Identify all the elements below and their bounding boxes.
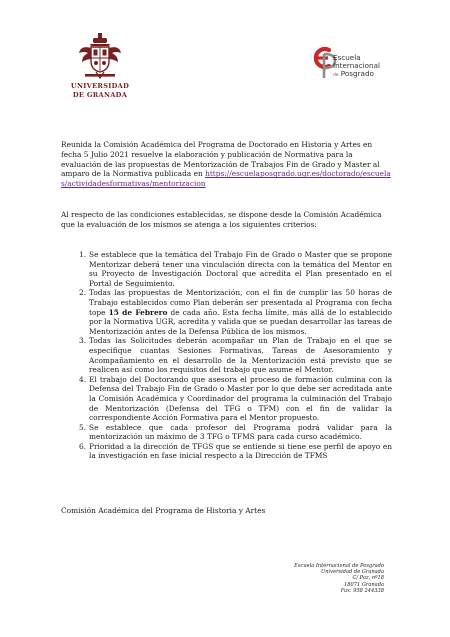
ep-line2: Internacional	[333, 61, 381, 71]
criteria-text: Se establece que cada profesor del Programa podrá validar para la mentorización un máximo de 3 TFG o TFMS para cada curso académico.	[89, 422, 392, 442]
criteria-item	[62, 423, 392, 442]
address-line: Escuela Internacional de Posgrado	[294, 563, 384, 569]
criteria-item	[62, 336, 392, 374]
address-line: 18071 Granada	[344, 581, 384, 588]
ep-prefix: de	[333, 73, 339, 79]
criteria-item	[62, 375, 392, 423]
criteria-number: 1.	[79, 250, 87, 259]
criteria-number: 2.	[79, 288, 87, 298]
criteria-text: Se establece que la temática del Trabajo Fin de Grado o Master que se propone Mentorizar deberá tener una vinculación directa con la temática del Mentor en su Proyecto de Investigación Doctoral que acredita el Plan presentado en el Portal de Seguimiento.	[89, 250, 392, 288]
criteria-item	[62, 250, 392, 288]
address-line: C/ Paz, nº18	[352, 575, 384, 582]
address-line: Fax: 958 244338	[340, 587, 384, 594]
ugr-logo	[68, 32, 132, 99]
criteria-text	[89, 288, 392, 336]
criteria-item	[62, 288, 392, 336]
criteria-text: El trabajo del Doctorando que asesora el proceso de formación culmina con la Defensa del Trabajo Fin de Grado o Master por lo que debe ser acreditada ante la Comisión Académica y Coordinador del programa la culminación del Trabajo de Mentorización (Defensa del TFG o TFM) con el fin de validar la correspondiente Acción Formativa para el Mentor propuesto.	[89, 374, 392, 423]
address-line: Universidad de Granada	[320, 569, 384, 576]
intro-text: Reunida la Comisión Académica del Programa de Doctorado en Historia y Artes en fecha 5 Julio 2021 resuelve la elaboración y publicación de Normativa para la evaluación de las propuestas de Mentorización de Trabajos Fin de Grado y Master al amparo de la Normativa publicada en	[61, 140, 380, 179]
ep-line1: Escuela	[333, 53, 361, 62]
criteria-text-before: Todas las propuestas de Mentorización, con el fin de cumplir las 50 horas de Trabajo establecidos como Plan deberán ser presentada al Programa con fecha tope	[89, 288, 392, 317]
ep-line3-wrap	[333, 70, 380, 80]
criteria-list	[62, 250, 392, 461]
intro-paragraph	[61, 140, 391, 189]
criteria-text-after: de cada año. Esta fecha límite, más allá de lo establecido por la Normativa UGR, acredita y valida que se puedan desarrollar las tareas de Mentorización antes de la Defensa Pública de los mismos.	[89, 307, 392, 336]
criteria-item	[62, 442, 392, 461]
footer-address	[294, 563, 384, 594]
deadline-date: 15 de Febrero	[108, 307, 168, 317]
criteria-intro: Al respecto de las condiciones establecidas, se dispone desde la Comisión Académica que la evaluación de los mismos se atenga a los siguientes criterios:	[61, 210, 382, 229]
ep-line3: Posgrado	[340, 69, 374, 79]
criteria-text: Todas las Solicitudes deberán acompañar un Plan de Trabajo en el que se especifique cuantas Sesiones Formativas, Tareas de Asesoramiento y Acompañamiento en el desarrollo de la Mentorización está previsto que se realicen así como los requisitos del trabajo que asume el Mentor.	[89, 336, 392, 375]
ugr-crest-icon	[76, 32, 124, 82]
criteria-number: 4.	[79, 374, 87, 384]
ugr-name-line2: DE GRANADA	[72, 90, 128, 99]
criteria-number: 6.	[79, 441, 87, 451]
ep-logo	[313, 44, 403, 88]
criteria-number: 5.	[79, 422, 87, 432]
criteria-number: 3.	[79, 336, 87, 346]
ep-text	[333, 54, 380, 80]
normativa-link[interactable]: https://escuelaposgrado.ugr.es/doctorado/escuelas/actividadesformativas/mentorizacion	[61, 169, 391, 189]
criteria-text: Prioridad a la dirección de TFGS que se entiende si tiene ese perfil de apoyo en la investigación en fase inicial respecto a la Dirección de TFMS	[89, 441, 392, 461]
closing-signature: Comisión Académica del Programa de Historia y Artes	[61, 506, 266, 515]
ugr-name-line1: UNIVERSIDAD	[70, 82, 130, 90]
